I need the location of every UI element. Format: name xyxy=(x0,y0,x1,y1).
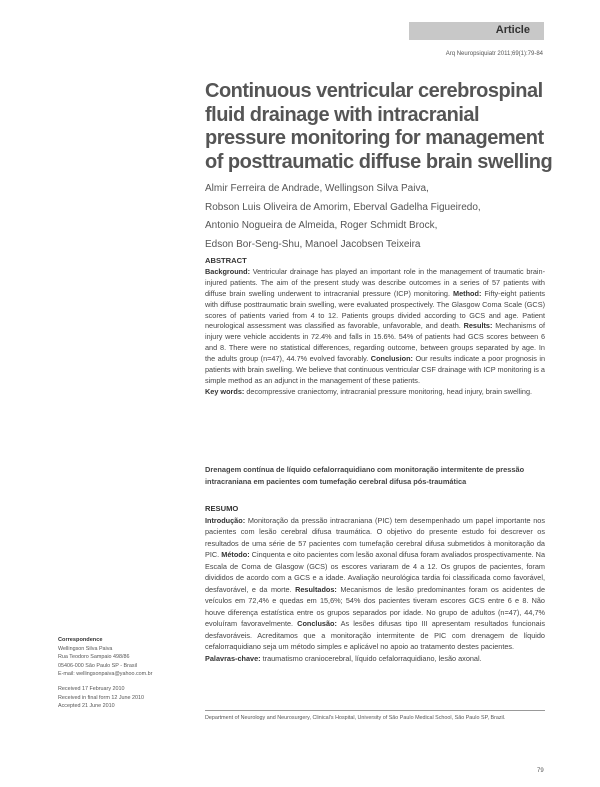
accepted-date: Accepted 21 June 2010 xyxy=(58,703,115,710)
footnote-divider xyxy=(205,710,545,711)
palavras-chave xyxy=(205,653,545,665)
correspondence-line: 05406-000 São Paulo SP - Brasil xyxy=(58,662,138,669)
abstract-body xyxy=(205,267,545,387)
keywords xyxy=(205,387,545,398)
conclusao-label: Conclusão: xyxy=(297,619,337,628)
palavras-label: Palavras-chave: xyxy=(205,653,261,663)
metodo-text: Cinquenta e oito pacientes com lesão axonal difusa foram avaliados prospectivamente. Na Escala de Coma de Glasgow (GCS) os escores variaram de 4 a 12. Os grupos de pacientes, foram divididos de acordo com a GCS e a idade. Avaliação neurológica tardia foi classificada como favorável, desfavorável, e da morte. xyxy=(205,550,546,594)
conclusion-label: Conclusion: xyxy=(370,354,413,364)
affiliation: Department of Neurology and Neurosurgery, Clinical's Hospital, University of São Paulo Medical School, São Paulo SP, Brazil. xyxy=(205,715,506,721)
received-final-date: Received in final form 12 June 2010 xyxy=(58,694,145,701)
results-label: Results: xyxy=(463,321,493,331)
results-text: Mechanisms of injury were vehicle accidents in 72.4% and falls in 15.6%. 54% of patients had GCS scores between 6 and 8. There were no statistical differences, regarding outcome, between groups separated by age. In the adults group (n=47), 44.7% evolved favorably. xyxy=(205,321,546,364)
keywords-text: decompressive craniectomy, intracranial pressure monitoring, head injury, brain swelling. xyxy=(246,386,533,396)
resumo-heading: RESUMO xyxy=(205,504,239,513)
correspondence-heading: Correspondence xyxy=(58,637,103,643)
correspondence-address xyxy=(58,636,198,679)
method-label: Method: xyxy=(453,288,482,298)
abstract xyxy=(205,256,545,398)
author-list xyxy=(205,180,545,254)
method-text: Fifty-eight patients with diffuse posttraumatic brain swelling, were evaluated prospectively. The Glasgow Coma Scale (GCS) scores of patients varied from 4 to 12. Patients groups divided according to GCS and age. Patient neurological assessment was classified as favorable, unfavorable, and death. xyxy=(205,288,545,331)
article-title: Continuous ventricular cerebrospinal fluid drainage with intracranial pressure monitoring for management of posttraumatic diffuse brain swelling xyxy=(205,80,553,173)
abstract-heading: ABSTRACT xyxy=(205,256,247,265)
background-text: Ventricular drainage has played an important role in the management of traumatic brain-injured patients. The aim of the present study was describe outcomes in a series of 57 patients with diffuse brain swelling underwent to intracranial pressure (ICP) monitoring. xyxy=(205,266,545,298)
page-number: 79 xyxy=(537,768,544,774)
correspondence-line: Rua Teodoro Sampaio 498/86 xyxy=(58,654,130,661)
resumo xyxy=(205,503,545,664)
conclusion-text: Our results indicate a poor prognosis in patients with brain swelling. We believe that continuous ventricular CSF drainage with ICP monitoring is a simple method as an adjunct in the management of these patients. xyxy=(205,354,546,385)
journal-citation: Arq Neuropsiquiatr 2011;69(1):79-84 xyxy=(445,51,543,57)
author-line: Edson Bor-Seng-Shu, Manoel Jacobsen Teixeira xyxy=(205,238,421,250)
section-tab xyxy=(409,22,544,40)
section-label: Article xyxy=(495,24,530,36)
introducao-label: Introdução: xyxy=(205,515,246,525)
background-label: Background: xyxy=(205,266,250,276)
received-date: Received 17 February 2010 xyxy=(58,685,125,692)
introducao-text: Monitoração da pressão intracraniana (PIC) tem desempenhado um papel importante nos pacientes com lesão cerebral difusa traumática. O objetivo do presente estudo foi descrever os resultados de uma série de 57 pacientes com tumefação cerebral difusa submetidos à monitoração da PIC. xyxy=(205,515,545,559)
conclusao-text: As lesões difusas tipo III apresentam resultados funcionais desfavoráveis. Acreditamos que a monitoração intermitente de PIC com drenagem de líquido cefalorraquidiano seja um método simples e aplicável no apoio ao tratamento destes pacientes. xyxy=(205,619,546,651)
author-line: Almir Ferreira de Andrade, Wellingson Silva Paiva, xyxy=(205,183,429,194)
correspondence xyxy=(58,636,198,711)
resultados-text: Mecanismos de lesão predominantes foram os acidentes de veículos em 72,4% e quedas em 15,6%; 54% dos pacientes tiveram escores GCS entre 6 e 8. Não houve diferença estatística entre os grupos separados por idade. No grupo de adultos (n=47), 44,7% evoluíram favoravelmente. xyxy=(205,584,546,628)
correspondence-line: Wellingson Silva Paiva xyxy=(58,645,113,652)
palavras-text: traumatismo craniocerebral, líquido cefalorraquidiano, lesão axonal. xyxy=(262,653,482,663)
keywords-label: Key words: xyxy=(205,386,245,396)
resultados-label: Resultados: xyxy=(295,584,337,594)
portuguese-title: Drenagem contínua de líquido cefalorraquidiano com monitoração intermitente de pressão intracraniana em pacientes com tumefação cerebral difusa pós-traumática xyxy=(205,465,525,487)
resumo-body xyxy=(205,515,545,653)
correspondence-email: E-mail: wellingsonpaiva@yahoo.com.br xyxy=(58,671,153,678)
author-line: Antonio Nogueira de Almeida, Roger Schmidt Brock, xyxy=(205,220,438,231)
author-line: Robson Luis Oliveira de Amorim, Eberval Gadelha Figueiredo, xyxy=(205,201,481,213)
metodo-label: Método: xyxy=(221,550,250,559)
submission-dates xyxy=(58,685,198,711)
